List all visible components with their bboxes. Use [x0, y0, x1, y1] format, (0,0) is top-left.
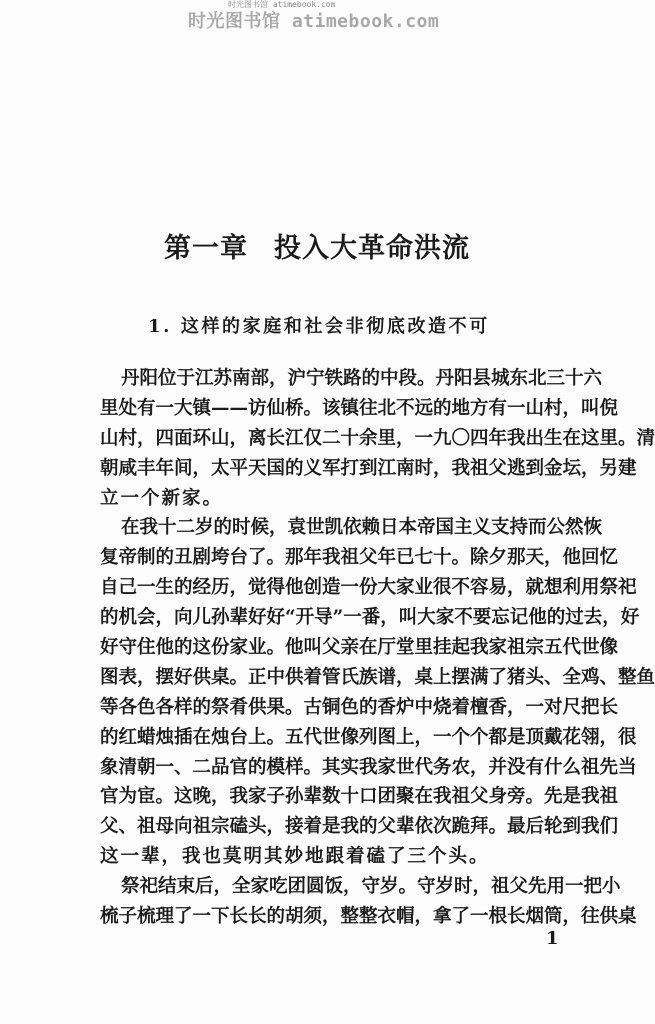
- text-line: 这一辈，我也莫明其妙地跟着磕了三个头。: [100, 846, 490, 868]
- text-line: 的红蜡烛插在烛台上。五代世像列图上，一个个都是顶戴花翎，很: [100, 726, 637, 748]
- page-number: 1: [546, 928, 559, 949]
- text-line: 自己一生的经历，觉得他创造一份大家业很不容易，就想利用祭祀: [100, 577, 637, 599]
- text-line: 官为宦。这晚，我家子孙辈数十口团聚在我祖父身旁。先是我祖: [100, 786, 619, 808]
- paragraph: [100, 364, 655, 513]
- text-line: 在我十二岁的时候，袁世凯依赖日本帝国主义支持而公然恢: [121, 517, 603, 539]
- text-line: 图表，摆好供桌。正中供着管氏族谱，桌上摆满了猪头、全鸡、整鱼: [100, 666, 655, 688]
- text-line: 丹阳位于江苏南部，沪宁铁路的中段。丹阳县城东北三十六: [121, 368, 603, 389]
- text-line: 朝咸丰年间，太平天国的义军打到江南时，我祖父逃到金坛，另建: [100, 457, 637, 479]
- text-line: 的机会，向儿孙辈好好“开导”一番，叫大家不要忘记他的过去，好: [100, 607, 640, 629]
- body-text: [100, 364, 655, 932]
- text-line: 复帝制的丑剧垮台了。那年我祖父年已七十。除夕那天，他回忆: [100, 547, 619, 569]
- watermark: 时光图书馆 atimebook.com: [188, 11, 440, 32]
- paragraph: [100, 513, 655, 872]
- section-title: 1. 这样的家庭和社会非彻底改造不可: [148, 316, 490, 337]
- chapter-title: 投入大革命洪流: [274, 233, 470, 264]
- text-line: 山村，四面环山，离长江仅二十余里，一九〇四年我出生在这里。清: [100, 427, 655, 449]
- text-line: 象清朝一、二品官的模样。其实我家世代务农，并没有什么祖先当: [100, 756, 637, 778]
- text-line: 立一个新家。: [100, 487, 224, 509]
- watermark-small: 时光图书馆 atimebook.com: [228, 0, 336, 9]
- text-line: 好守住他的这份家业。他叫父亲在厅堂里挂起我家祖宗五代世像: [100, 637, 619, 659]
- text-line: 祭祀结束后，全家吃团圆饭，守岁。守岁时，祖父先用一把小: [121, 876, 621, 898]
- text-line: 里处有一大镇——访仙桥。该镇往北不远的地方有一山村，叫倪: [100, 397, 619, 419]
- paragraph: [100, 872, 637, 932]
- text-line: 等各色各样的祭肴供果。古铜色的香炉中烧着檀香，一对尺把长: [100, 696, 619, 718]
- text-line: 父、祖母向祖宗磕头，接着是我的父辈依次跪拜。最后轮到我们: [100, 816, 619, 838]
- chapter-number: 第一章: [164, 233, 248, 264]
- chapter-heading: [164, 226, 470, 265]
- text-line: 梳子梳理了一下长长的胡须，整整衣帽，拿了一根长烟筒，往供桌: [100, 906, 637, 928]
